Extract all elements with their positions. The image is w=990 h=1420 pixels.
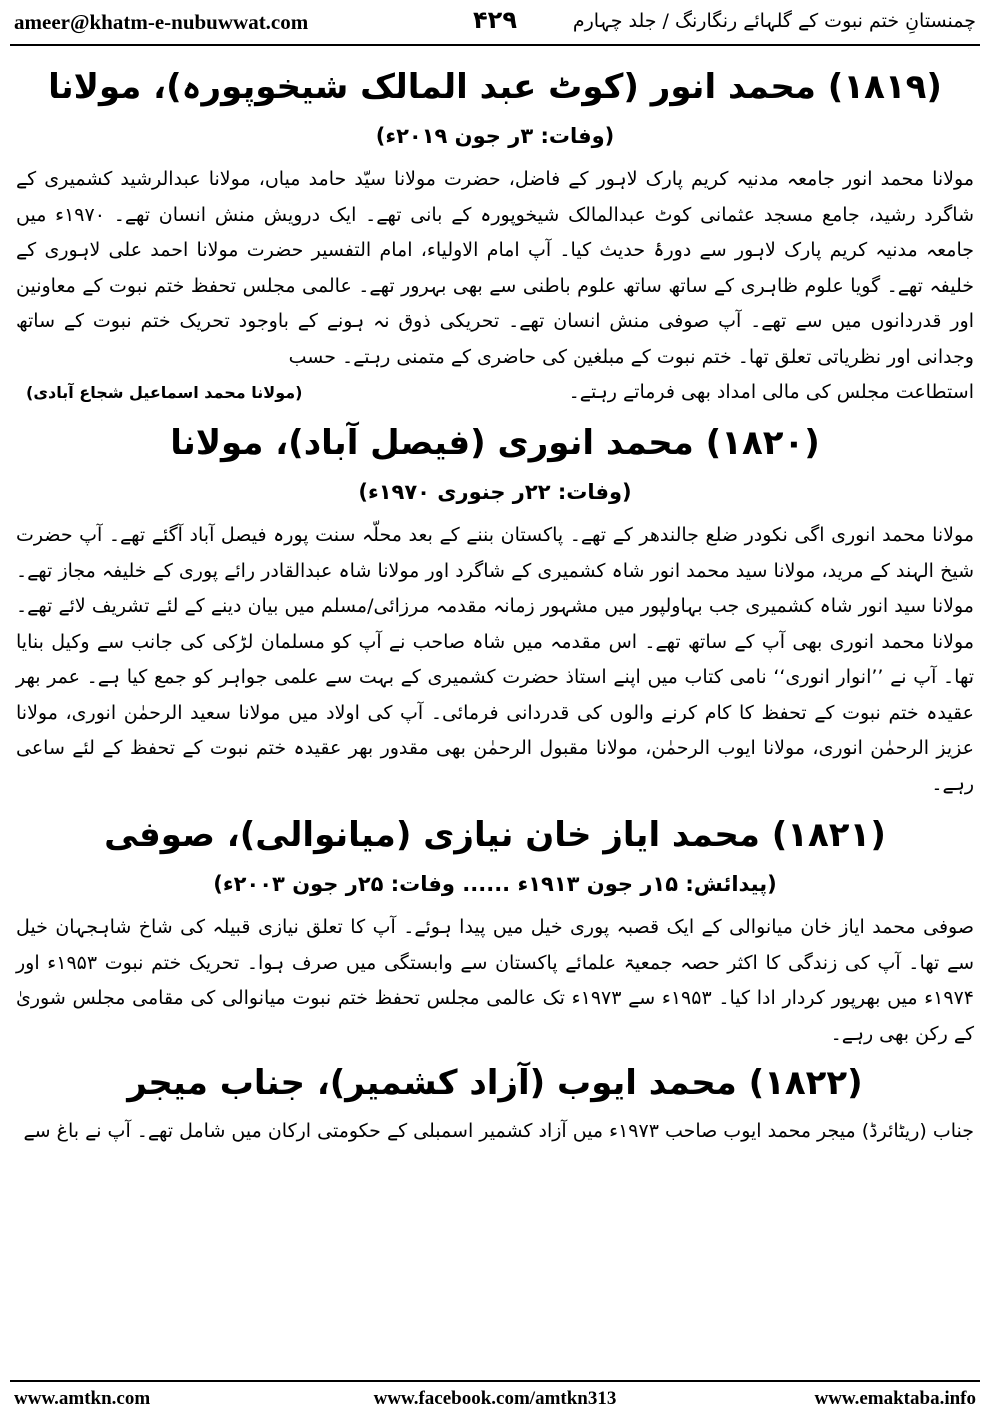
page-number: ۴۲۹ bbox=[473, 6, 517, 34]
entry-last-line: استطاعت مجلس کی مالی امداد بھی فرماتے رہتے۔ bbox=[568, 381, 974, 403]
footer-link-facebook[interactable]: www.facebook.com/amtkn313 bbox=[373, 1388, 617, 1409]
entry-closing-line bbox=[16, 375, 974, 410]
entry-title: (۱۸۲۱) محمد ایاز خان نیازی (میانوالی)، صوفی bbox=[104, 815, 886, 855]
entry-title: (۱۸۲۰) محمد انوری (فیصل آباد)، مولانا bbox=[170, 423, 820, 463]
entry-title: (۱۸۲۲) محمد ایوب (آزاد کشمیر)، جناب میجر bbox=[127, 1063, 863, 1103]
page-footer bbox=[0, 1386, 990, 1416]
page-header bbox=[0, 0, 990, 44]
entry-dates: (وفات: ۲۲ر جنوری ۱۹۷۰ء) bbox=[358, 480, 632, 504]
entry-title: (۱۸۱۹) محمد انور (کوٹ عبد المالک شیخوپورہ)، مولانا bbox=[48, 67, 942, 107]
entry-dates: (پیدائش: ۱۵ر جون ۱۹۱۳ء ...... وفات: ۲۵ر جون ۲۰۰۳ء) bbox=[213, 872, 777, 896]
page-content bbox=[16, 60, 974, 1378]
header-email[interactable]: ameer@khatm-e-nubuwwat.com bbox=[14, 10, 309, 34]
footer-link-emaktaba[interactable]: www.emaktaba.info bbox=[814, 1388, 976, 1409]
entry-dates: (وفات: ۳ر جون ۲۰۱۹ء) bbox=[375, 124, 615, 148]
entry-paragraph: جناب (ریٹائرڈ) میجر محمد ایوب صاحب ۱۹۷۳ء میں آزاد کشمیر اسمبلی کے حکومتی ارکان میں شامل تھے۔ آپ نے باغ سے bbox=[23, 1120, 974, 1142]
entry-attribution: (مولانا محمد اسماعیل شجاع آبادی) bbox=[26, 383, 303, 402]
header-rule bbox=[10, 44, 980, 46]
entry-paragraph: مولانا محمد انوری اگی نکودر ضلع جالندھر کے تھے۔ پاکستان بننے کے بعد محلّہ سنت پورہ فیصل آباد آگئے تھے۔ آپ حضرت شیخ الہند کے مرید، مولانا سید محمد انور شاہ کشمیری کے شاگرد اور مولانا شاہ عبدالقادر رائے پوری کے خلیفہ مجاز تھے۔ مولانا سید انور شاہ کشمیری جب بہاولپور میں مشہور زمانہ مقدمہ مرزائی/مسلم میں بیان دینے کے لئے تشریف لائے تھے۔ مولانا محمد انوری بھی آپ کے ساتھ تھے۔ اس مقدمہ میں شاہ صاحب نے آپ کو مسلمان لڑکی کی جانب سے وکیل بنایا تھا۔ آپ نے ’’انوار انوری‘‘ نامی کتاب میں اپنے استاذ حضرت کشمیری کے بہت سے علمی جواہر کو جمع کیا ہے۔ عمر بھر عقیدہ ختم نبوت کے تحفظ کا کام کرنے والوں کی قدردانی فرمائی۔ آپ کی اولاد میں مولانا سعید الرحمٰن انوری، مولانا عزیز الرحمٰن انوری، مولانا ایوب الرحمٰن، مولانا مقبول الرحمٰن بھی مقدور بھر عقیدہ ختم نبوت کے تحفظ کے لئے ساعی رہے۔ bbox=[16, 524, 974, 795]
footer-rule bbox=[10, 1380, 980, 1382]
entry-paragraph: مولانا محمد انور جامعہ مدنیہ کریم پارک لاہور کے فاضل، حضرت مولانا سیّد حامد میاں، مولانا عبدالرشید کشمیری کے شاگرد رشید، جامع مسجد عثمانی کوٹ عبدالمالک شیخوپورہ کے بانی تھے۔ ایک درویش منش انسان تھے۔ ۱۹۷۰ء میں جامعہ مدنیہ کریم پارک لاہور سے دورۂ حدیث کیا۔ آپ امام الاولیاء، امام التفسیر حضرت مولانا احمد علی لاہوری کے خلیفہ تھے۔ گویا علوم ظاہری کے ساتھ ساتھ علوم باطنی سے بھی بہرور تھے۔ عالمی مجلس تحفظ ختم نبوت کے معاونین اور قدردانوں میں سے تھے۔ آپ صوفی منش انسان تھے۔ تحریکی ذوق نہ ہونے کے باوجود تحریک ختم نبوت کے ساتھ وجدانی اور نظریاتی تعلق تھا۔ ختم نبوت کے مبلغین کی حاضری کے متمنی رہتے۔ حسب bbox=[16, 168, 974, 368]
entry-paragraph: صوفی محمد ایاز خان میانوالی کے ایک قصبہ پوری خیل میں پیدا ہوئے۔ آپ کا تعلق نیازی قبیلہ کی شاخ شاہجہان خیل سے تھا۔ آپ کی زندگی کا اکثر حصہ جمعیۃ علمائے پاکستان سے وابستگی میں صرف ہوا۔ تحریک ختم نبوت ۱۹۵۳ء اور ۱۹۷۴ء میں بھرپور کردار ادا کیا۔ ۱۹۵۳ء سے ۱۹۷۳ء تک عالمی مجلس تحفظ ختم نبوت میانوالی کی مقامی مجلس شوریٰ کے رکن بھی رہے۔ bbox=[16, 916, 974, 1045]
footer-link-amtkn[interactable]: www.amtkn.com bbox=[14, 1388, 151, 1409]
running-title: چمنستانِ ختم نبوت کے گلہائے رنگارنگ / جلد چہارم bbox=[572, 10, 976, 32]
